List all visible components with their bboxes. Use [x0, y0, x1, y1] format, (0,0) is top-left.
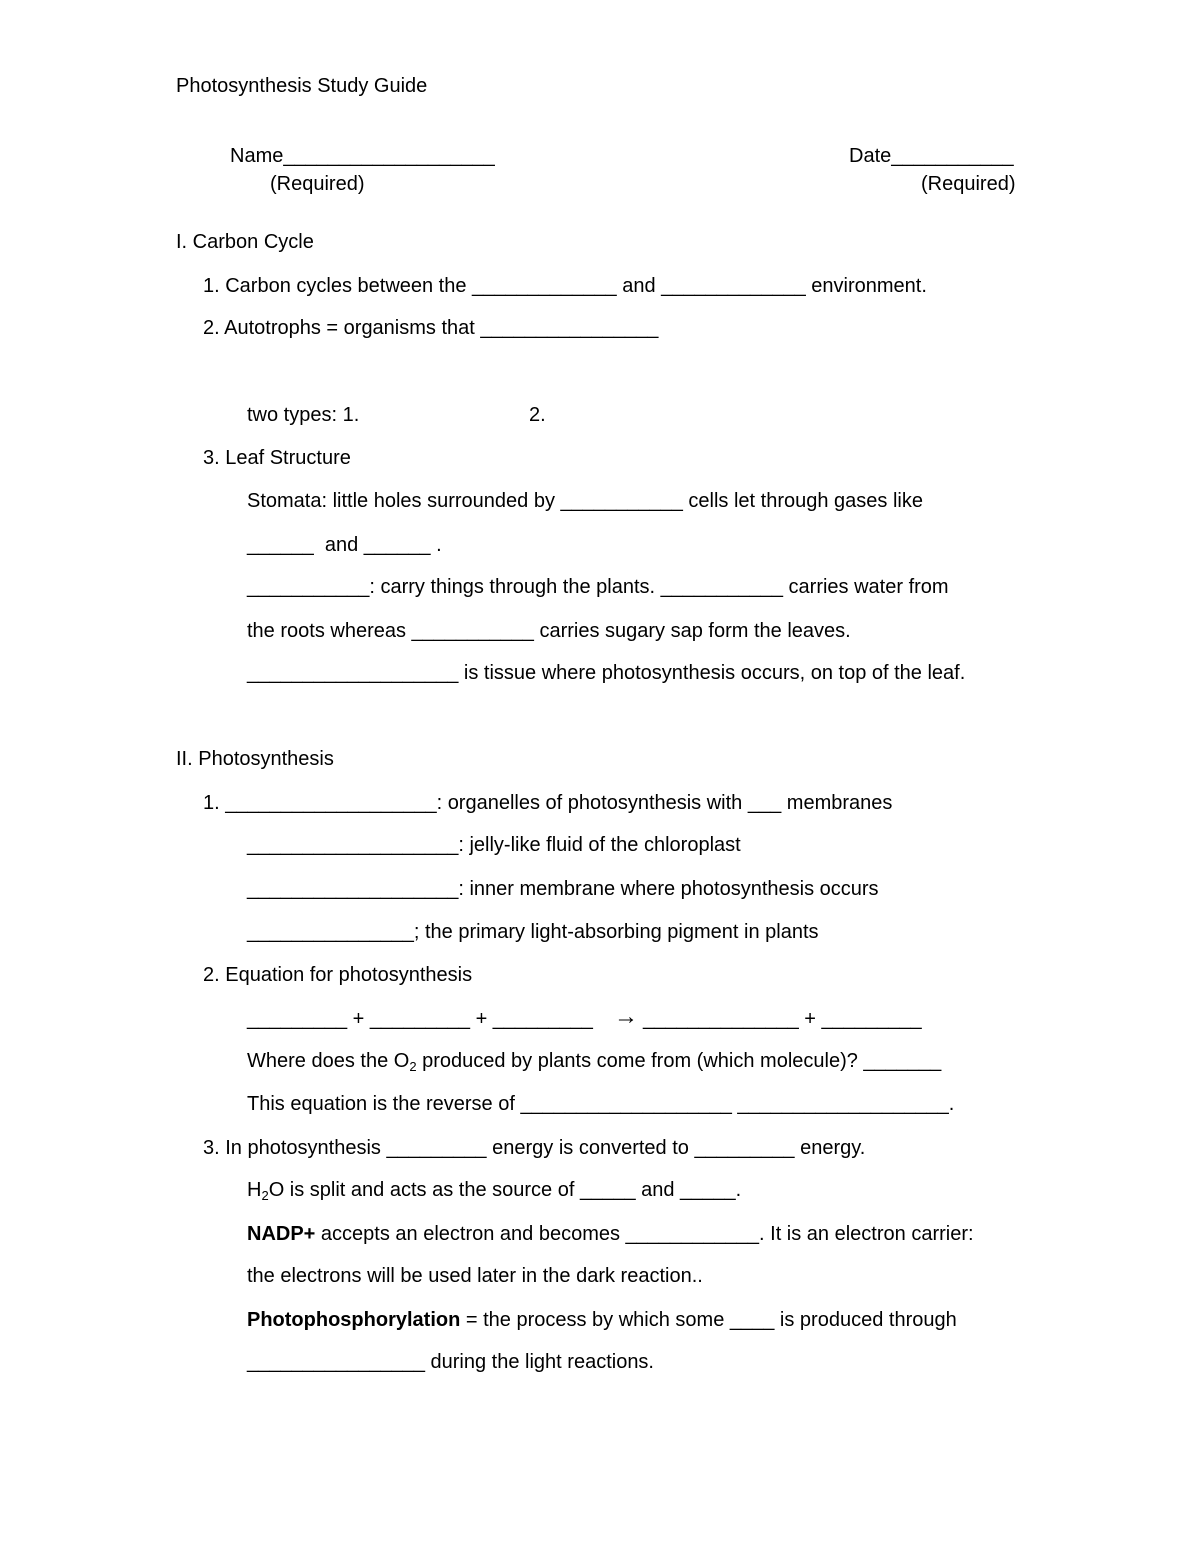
name-field[interactable]: Name___________________: [230, 145, 495, 167]
h2o-rest: O is split and acts as the source of _____ and _____.: [268, 1179, 742, 1201]
o2-subscript: 2: [409, 1059, 417, 1074]
name-required-note: (Required): [270, 173, 365, 195]
photophosphorylation-text: = the process by which some ____ is produced through: [460, 1309, 957, 1331]
vascular-line-2: the roots whereas ___________ carries sugary sap form the leaves.: [247, 620, 851, 642]
nadp-text: accepts an electron and becomes ____________. It is an electron carrier:: [315, 1223, 974, 1245]
vascular-line-1: ___________: carry things through the plants. ___________ carries water from: [247, 576, 949, 598]
chlorophyll-line: _______________; the primary light-absorbing pigment in plants: [247, 921, 819, 943]
h2o-line: [247, 1178, 741, 1202]
o2-question-rest: produced by plants come from (which molecule)? _______: [416, 1050, 942, 1072]
date-required-note: (Required): [921, 173, 1016, 195]
photophosphorylation-line-2: ________________ during the light reactions.: [247, 1351, 654, 1373]
photophosphorylation-term: Photophosphorylation: [247, 1309, 461, 1331]
question-autotrophs: 2. Autotrophs = organisms that ________________: [203, 317, 659, 339]
date-field[interactable]: Date___________: [849, 145, 1014, 167]
reverse-equation-line: This equation is the reverse of ___________________ ___________________.: [247, 1093, 955, 1115]
nadp-line-2: the electrons will be used later in the dark reaction..: [247, 1265, 703, 1287]
o2-question: [247, 1049, 941, 1073]
two-types-label: two types: 1.: [247, 404, 360, 426]
stroma-line: ___________________: jelly-like fluid of the chloroplast: [247, 834, 741, 856]
equation-products: ______________ + _________: [643, 1008, 922, 1030]
section-heading-carbon-cycle: I. Carbon Cycle: [176, 231, 314, 253]
question-carbon-cycles: 1. Carbon cycles between the _____________ and _____________ environment.: [203, 275, 927, 297]
question-energy-conversion: 3. In photosynthesis _________ energy is converted to _________ energy.: [203, 1137, 866, 1159]
equation-reactants: _________ + _________ + _________: [247, 1008, 593, 1030]
mesophyll-line: ___________________ is tissue where photosynthesis occurs, on top of the leaf.: [247, 662, 966, 684]
question-leaf-structure: 3. Leaf Structure: [203, 447, 351, 469]
o2-question-text: Where does the O: [247, 1050, 410, 1072]
stomata-line-2: ______ and ______ .: [247, 534, 442, 556]
page-title: Photosynthesis Study Guide: [176, 75, 428, 97]
h2o-subscript: 2: [261, 1188, 269, 1203]
photophosphorylation-line-1: [247, 1308, 957, 1332]
question-equation: 2. Equation for photosynthesis: [203, 964, 473, 986]
arrow-right-icon: →: [614, 1003, 638, 1030]
nadp-line-1: [247, 1222, 974, 1246]
two-types-second: 2.: [529, 404, 546, 426]
question-chloroplast: 1. ___________________: organelles of photosynthesis with ___ membranes: [203, 792, 893, 814]
nadp-term: NADP+: [247, 1223, 316, 1245]
stomata-line-1: Stomata: little holes surrounded by ___________ cells let through gases like: [247, 490, 923, 512]
section-heading-photosynthesis: II. Photosynthesis: [176, 748, 334, 770]
h2o-text: H: [247, 1179, 262, 1201]
thylakoid-line: ___________________: inner membrane where photosynthesis occurs: [247, 878, 879, 900]
